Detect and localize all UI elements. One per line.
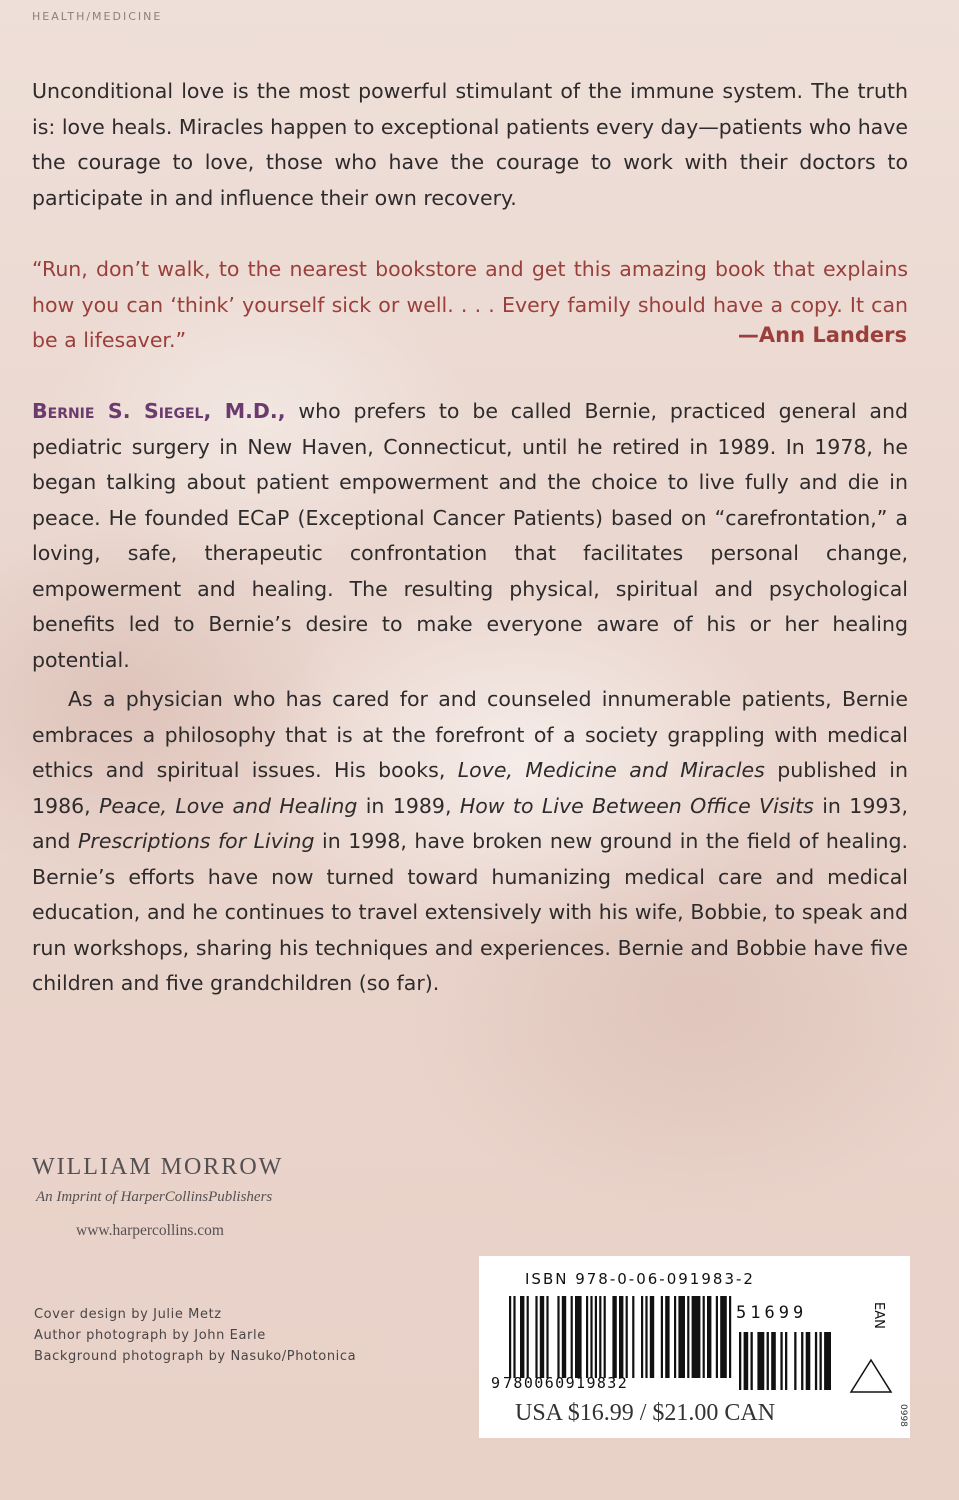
bio-p2-text-c: in 1989, [357, 793, 460, 818]
barcode-bar [716, 1296, 718, 1378]
ean-label: EAN [871, 1302, 886, 1329]
side-code: 0998 [898, 1404, 908, 1427]
barcode-bar [595, 1296, 597, 1378]
barcode-bar [744, 1332, 749, 1390]
barcode-bar [612, 1296, 616, 1378]
category-label: HEALTH/MEDICINE [32, 10, 163, 23]
triangle-icon [851, 1360, 891, 1392]
barcode-bar [751, 1332, 753, 1390]
book-title-2: Peace, Love and Healing [99, 793, 358, 818]
bio-p2-text-b: published in 1986, [32, 758, 908, 818]
author-bio-paragraph-2 [32, 682, 908, 1002]
barcode-bar [586, 1296, 588, 1378]
credit-author-photo: Author photograph by John Earle [34, 1328, 266, 1343]
barcode-bar [575, 1296, 582, 1378]
barcode-bar [707, 1296, 711, 1378]
barcode-bar [540, 1296, 544, 1378]
barcode-bar [599, 1296, 601, 1378]
barcode-bar [546, 1296, 548, 1378]
barcode-bar [619, 1296, 623, 1378]
addon-digits: 51699 [736, 1303, 808, 1323]
author-name: Bernie S. Siegel, M.D., [32, 399, 286, 423]
barcode-bar [815, 1332, 817, 1390]
isbn-text: ISBN 978-0-06-091983-2 [525, 1270, 755, 1288]
barcode-bar [557, 1296, 559, 1378]
barcode-bar [687, 1296, 689, 1378]
barcode-bar [824, 1332, 831, 1390]
publisher-imprint: An Imprint of HarperCollinsPublishers [36, 1189, 273, 1205]
book-title-1: Love, Medicine and Miracles [457, 758, 765, 782]
barcode-bar [767, 1332, 769, 1390]
barcode-bar [661, 1296, 663, 1378]
publisher-name: WILLIAM MORROW [32, 1154, 284, 1180]
intro-paragraph: Unconditional love is the most powerful stimulant of the immune system. The truth is: love heals. Miracles happen to exceptional patients every day—patients who have the courage to love, those who have the courage to work with their doctors to participate in and influence their own recovery. [32, 79, 908, 210]
barcode-bar [645, 1296, 647, 1378]
bio-p2-text-e: in 1998, have broken new ground in the field of healing. Bernie’s efforts have now turned toward humanizing medical care and medical education, and he continues to travel extensively with his wife, Bobbie, to speak and run workshops, sharing his techniques and experiences. Bernie and Bobbie have five children and five grandchildren (so far). [32, 829, 908, 995]
author-bio-paragraph-1 [32, 394, 908, 678]
barcode-bar [571, 1296, 573, 1378]
barcode-bar [720, 1296, 727, 1378]
barcode-lead-digit: 9 [491, 1374, 501, 1392]
endorsement-quote: “Run, don’t walk, to the nearest bookstore and get this amazing book that explains how you can ‘think’ yourself sick or well. . . . Every family should have a copy. It can be a lifesaver.” [32, 257, 908, 352]
barcode-bar [801, 1332, 803, 1390]
barcode-bar [641, 1296, 643, 1378]
photo-credits [34, 1304, 356, 1367]
barcode-bar [739, 1332, 741, 1390]
barcode-bar [509, 1296, 511, 1378]
barcode-bar [780, 1332, 782, 1390]
barcode-bar [632, 1296, 634, 1378]
price-text: USA $16.99 / $21.00 CAN [515, 1400, 776, 1426]
ean13-bars [509, 1296, 731, 1378]
barcode-bar [590, 1296, 592, 1378]
barcode-bar [520, 1296, 524, 1378]
bio-p2-text-d: in 1993, and [32, 793, 908, 853]
barcode-bar [665, 1296, 669, 1378]
addon-bars [739, 1332, 831, 1390]
barcode-bar [806, 1332, 811, 1390]
barcode-bar [785, 1332, 787, 1390]
barcode-bar [757, 1332, 764, 1390]
barcode-bar [650, 1296, 654, 1378]
barcode-bar [703, 1296, 705, 1378]
barcode-bar [535, 1296, 537, 1378]
barcode-panel [479, 1256, 910, 1438]
barcode-bar [674, 1296, 676, 1378]
barcode-bar [692, 1296, 701, 1378]
credit-background-photo: Background photograph by Nasuko/Photonica [34, 1349, 357, 1364]
barcode-bar [626, 1296, 628, 1378]
barcode-bar [729, 1296, 731, 1378]
book-title-4: Prescriptions for Living [78, 829, 315, 853]
barcode-bar [678, 1296, 685, 1378]
barcode-bar [513, 1296, 515, 1378]
barcode-bar [771, 1332, 776, 1390]
barcode-bar [604, 1296, 606, 1378]
bio-p2-text-a: As a physician who has cared for and counseled innumerable patients, Bernie embraces a philosophy that is at the forefront of a society grappling with medical ethics and spiritual issues. His books, [32, 687, 908, 782]
barcode-bar [820, 1332, 822, 1390]
barcode-bar [794, 1332, 796, 1390]
book-title-3: How to Live Between Office Visits [459, 793, 814, 818]
barcode-digits: 780060919832 [503, 1374, 629, 1392]
barcode-bar [527, 1296, 529, 1378]
barcode-bar [562, 1296, 566, 1378]
publisher-website[interactable]: www.harpercollins.com [76, 1222, 224, 1239]
credit-cover-design: Cover design by Julie Metz [34, 1307, 222, 1322]
quote-attribution: —Ann Landers [737, 323, 907, 347]
bio-p1-text: who prefers to be called Bernie, practiced general and pediatric surgery in New Haven, Connecticut, until he retired in 1989. In 1978, he began talking about patient empowerment and the choice to live fully and die in peace. He founded ECaP (Exceptional Cancer Patients) based on “carefrontation,” a loving, safe, therapeutic confrontation that facilitates personal change, empowerment and healing. The resulting physical, spiritual and psychological benefits led to Bernie’s desire to make everyone aware of his or her healing potential. [32, 399, 908, 672]
